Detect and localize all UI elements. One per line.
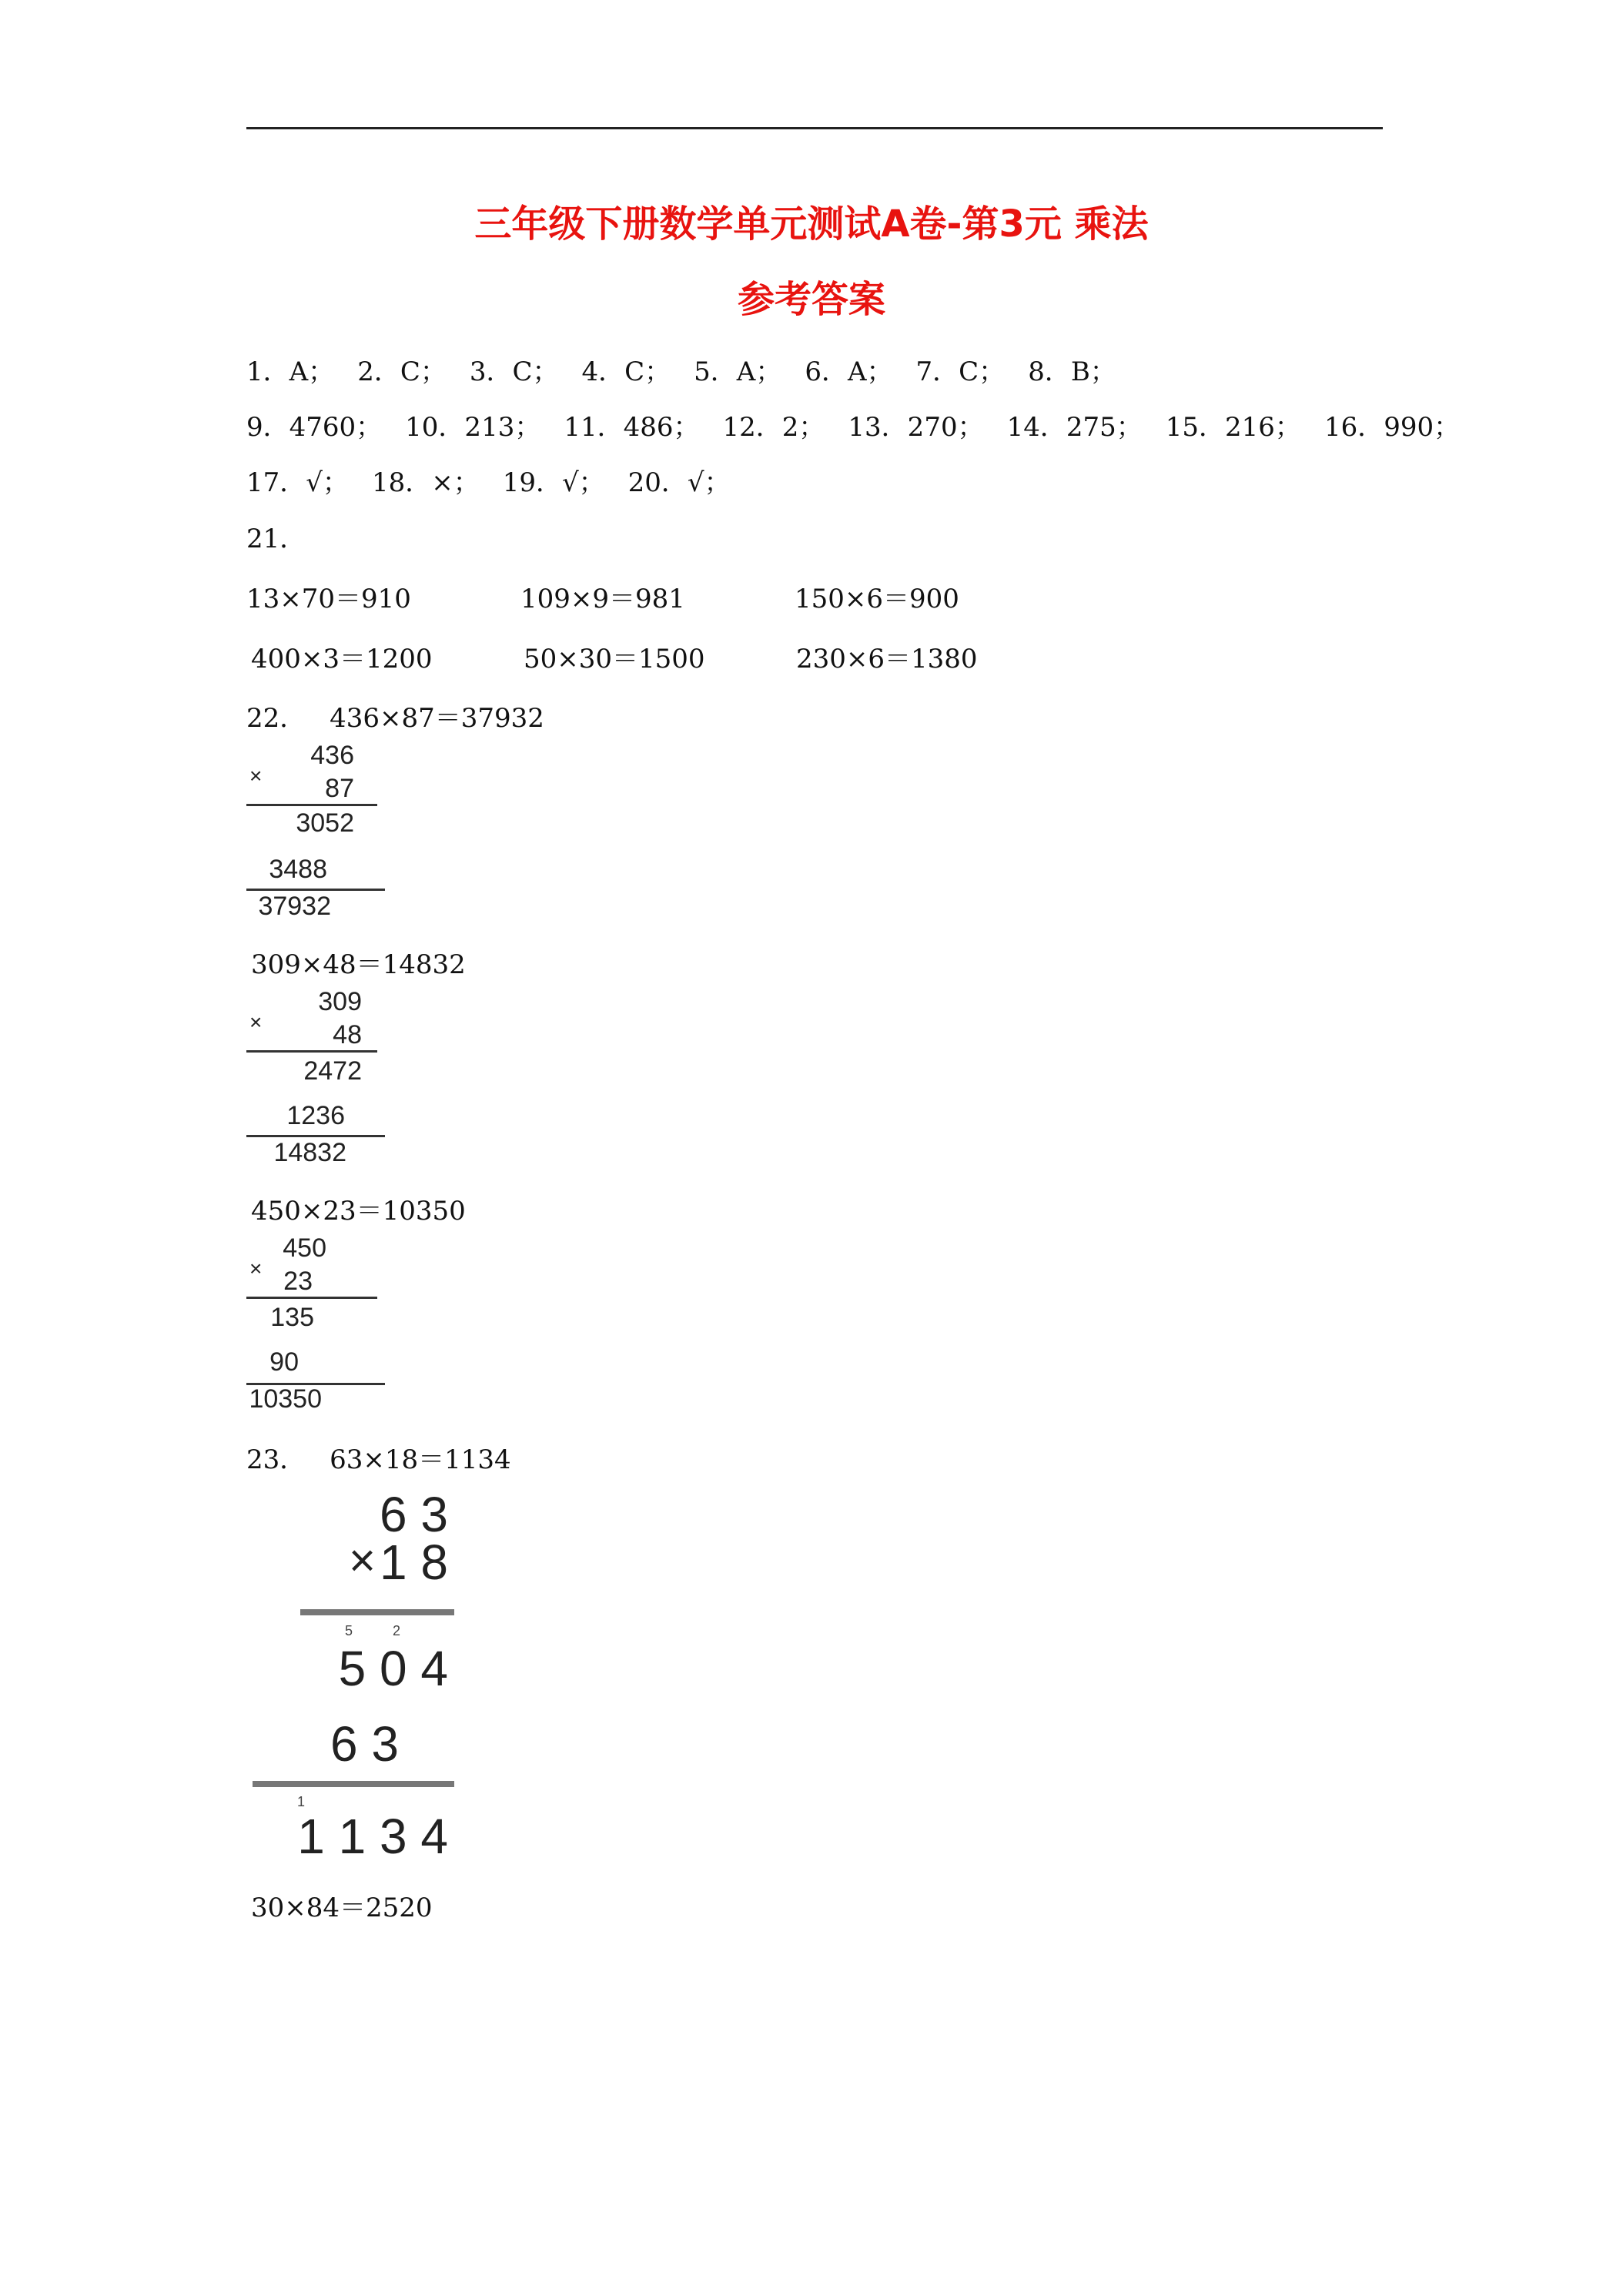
calc-multiplier: 1 8	[380, 1535, 448, 1590]
q23-label-line	[246, 1438, 511, 1476]
calc-bar	[253, 1781, 454, 1787]
page-title: 三年级下册数学单元测试A卷-第3元 乘法	[474, 202, 1149, 246]
q21-eq: 400×3＝1200	[251, 644, 433, 674]
answer-item: 19．√；	[502, 467, 605, 498]
answer-item: 14．275；	[1006, 412, 1143, 443]
q23-label: 23．	[246, 1444, 306, 1475]
answer-item: 6．A；	[805, 356, 893, 387]
vertical-multiplication-63x18	[246, 1486, 462, 1863]
calc-result: 37932	[258, 892, 331, 921]
times-sign: ×	[249, 764, 263, 788]
calc-top: 450	[283, 1233, 326, 1263]
answer-item: 5．A；	[694, 356, 782, 387]
vertical-multiplication-309x48	[246, 987, 385, 1172]
page-subtitle: 参考答案	[737, 278, 885, 321]
q21-eq: 109×9＝981	[520, 584, 685, 614]
answers-row-3	[246, 461, 754, 499]
q21-label: 21．	[246, 524, 306, 554]
times-sign: ×	[348, 1535, 376, 1586]
q21-eq: 13×70＝910	[246, 584, 411, 614]
times-sign: ×	[249, 1257, 263, 1280]
calc-result: 10350	[249, 1384, 322, 1414]
answer-item: 9．4760；	[246, 412, 383, 443]
answer-item: 15．216；	[1165, 412, 1301, 443]
answers-row-1	[246, 350, 1139, 388]
calc-partial-1: 135	[270, 1303, 314, 1332]
calc-multiplier: 87	[325, 774, 354, 803]
calc-partial-2: 90	[269, 1347, 299, 1377]
carry-digit: 2	[393, 1623, 401, 1638]
calc-bar	[246, 804, 377, 806]
calc-top: 436	[310, 741, 354, 770]
calc-top: 309	[318, 987, 362, 1016]
calc-bar	[246, 889, 385, 891]
answer-item: 17．√；	[246, 467, 349, 498]
calc-partial-1: 2472	[303, 1056, 362, 1086]
answer-item: 1．A；	[246, 356, 335, 387]
q21-eq: 150×6＝900	[795, 584, 959, 614]
q22-eq-2: 309×48＝14832	[251, 949, 466, 980]
answer-item: 16．990；	[1323, 412, 1461, 443]
calc-partial-2: 3488	[269, 855, 327, 884]
answer-item: 20．√；	[627, 467, 731, 498]
answer-item: 2．C；	[357, 356, 447, 387]
q21-eq: 230×6＝1380	[796, 644, 978, 674]
calc-bar	[246, 1297, 377, 1299]
calc-top: 6 3	[380, 1487, 448, 1542]
answer-item: 11．486；	[564, 412, 700, 443]
q22-eq-1: 436×87＝37932	[330, 703, 544, 734]
calc-bar	[246, 1135, 385, 1137]
answer-item: 13．270；	[848, 412, 984, 443]
q21-eq: 50×30＝1500	[524, 644, 705, 674]
calc-result: 1 1 3 4	[297, 1809, 448, 1864]
carry-digit: 1	[297, 1794, 306, 1809]
calc-multiplier: 23	[283, 1267, 313, 1296]
calc-multiplier: 48	[333, 1020, 362, 1049]
q22-label-line	[246, 697, 544, 735]
answer-item: 12．2；	[722, 412, 825, 443]
answer-item: 4．C；	[581, 356, 671, 387]
calc-partial-1: 3052	[296, 808, 354, 838]
answer-item: 8．B；	[1028, 356, 1116, 387]
answer-item: 3．C；	[469, 356, 559, 387]
answer-item: 18．×；	[371, 467, 480, 498]
q23-eq-2: 30×84＝2520	[251, 1893, 433, 1923]
calc-bar	[246, 1050, 377, 1053]
answers-row-2	[246, 406, 1483, 443]
answer-item: 7．C；	[915, 356, 1006, 387]
times-sign: ×	[249, 1010, 263, 1034]
calc-result: 14832	[273, 1138, 346, 1167]
answer-item: 10．213；	[405, 412, 541, 443]
calc-partial-2: 1236	[286, 1101, 345, 1130]
header-rule	[246, 127, 1383, 129]
calc-partial-2: 6 3	[330, 1716, 399, 1772]
vertical-multiplication-436x87	[246, 741, 385, 925]
q23-eq-1: 63×18＝1134	[330, 1444, 511, 1475]
vertical-multiplication-450x23	[246, 1233, 385, 1418]
calc-bar	[300, 1609, 454, 1615]
carry-digit: 5	[345, 1623, 353, 1638]
calc-partial-1: 5 0 4	[338, 1641, 448, 1696]
q22-label: 22．	[246, 703, 306, 734]
q22-eq-3: 450×23＝10350	[251, 1196, 466, 1227]
